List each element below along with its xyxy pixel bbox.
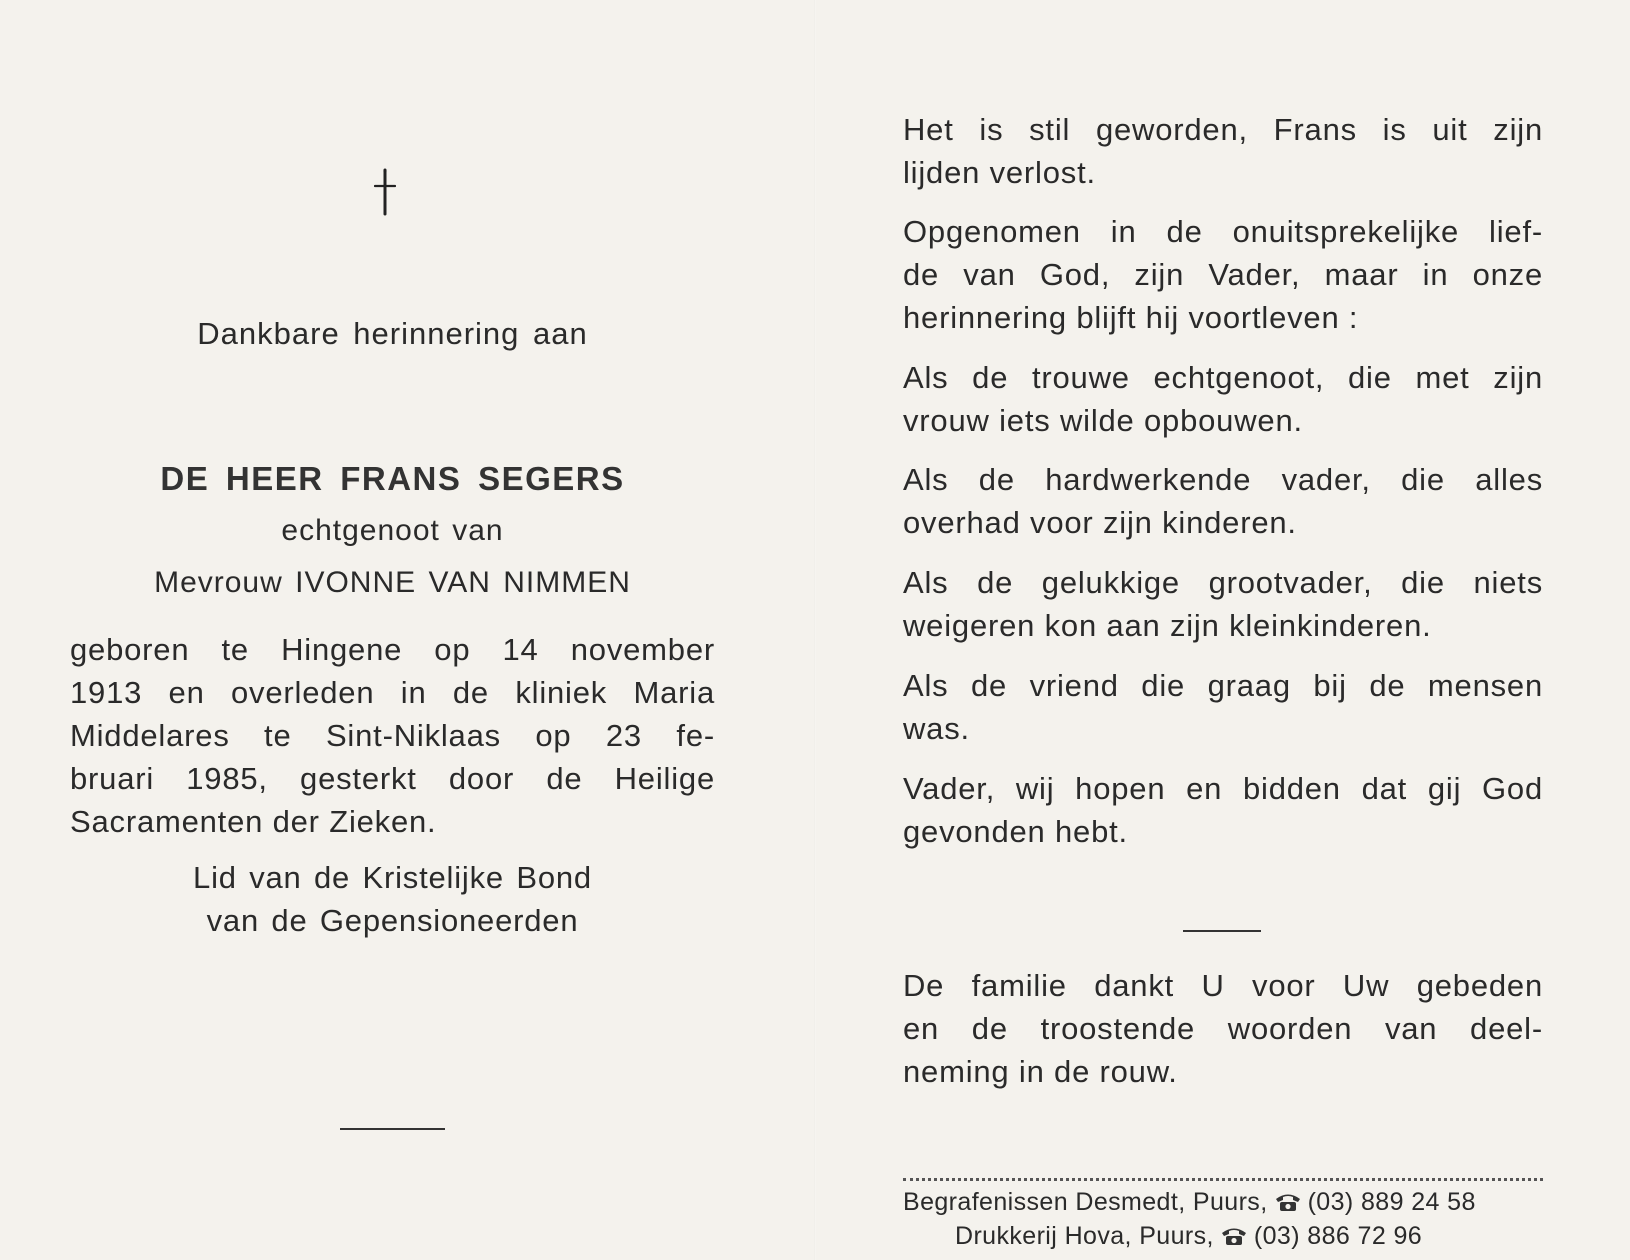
thanks-line: De familie dankt U voor Uw gebeden [903, 968, 1543, 1003]
fold-line [814, 0, 816, 1260]
thanks-line: neming in de rouw. [903, 1054, 1178, 1089]
dotted-separator [903, 1178, 1543, 1181]
divider-right [1183, 930, 1261, 932]
tribute-line: herinnering blijft hij voortleven : [903, 300, 1359, 335]
tribute-line: Als de vriend die graag bij de mensen [903, 668, 1543, 703]
tribute-line: Als de trouwe echtgenoot, die met zijn [903, 360, 1543, 395]
tribute-line: Het is stil geworden, Frans is uit zijn [903, 112, 1543, 147]
bio-line: Sacramenten der Zieken. [70, 804, 437, 839]
tribute-line: was. [903, 711, 970, 746]
cross-icon [374, 168, 396, 216]
phone-icon [1274, 1190, 1302, 1210]
right-panel [903, 0, 1543, 1260]
membership-line: Lid van de Kristelijke Bond [193, 860, 592, 895]
credit-phone: (03) 889 24 58 [1307, 1188, 1476, 1216]
credit-phone: (03) 886 72 96 [1253, 1222, 1423, 1250]
tribute-line: Als de hardwerkende vader, die alles [903, 462, 1543, 497]
tribute-line: Als de gelukkige grootvader, die niets [903, 565, 1543, 600]
bio-line: 1913 en overleden in de kliniek Maria [70, 675, 715, 710]
tribute-line: overhad voor zijn kinderen. [903, 505, 1297, 540]
credit-name: Drukkerij Hova, Puurs, [955, 1222, 1214, 1250]
tribute-line: Opgenomen in de onuitsprekelijke lief- [903, 214, 1543, 249]
bio-line: geboren te Hingene op 14 november [70, 632, 715, 667]
spouse-label: echtgenoot van [281, 514, 504, 547]
tribute-line: lijden verlost. [903, 155, 1096, 190]
tribute-line: Vader, wij hopen en bidden dat gij God [903, 771, 1543, 806]
bio-line: Middelares te Sint-Niklaas op 23 fe- [70, 718, 715, 753]
credit-name: Begrafenissen Desmedt, Puurs, [903, 1188, 1268, 1216]
tribute-line: gevonden hebt. [903, 814, 1128, 849]
deceased-name: DE HEER FRANS SEGERS [160, 460, 625, 497]
spouse-name: Mevrouw IVONNE VAN NIMMEN [154, 566, 631, 599]
divider-left [340, 1128, 445, 1130]
tribute-line: vrouw iets wilde opbouwen. [903, 403, 1303, 438]
credit-line [955, 1222, 1595, 1251]
bio-line: bruari 1985, gesterkt door de Heilige [70, 761, 715, 796]
intro-text: Dankbare herinnering aan [197, 316, 588, 351]
tribute-line: weigeren kon aan zijn kleinkinderen. [903, 608, 1432, 643]
thanks-line: en de troostende woorden van deel- [903, 1011, 1543, 1046]
left-panel [70, 0, 715, 1260]
credit-line [903, 1188, 1543, 1217]
phone-icon [1220, 1224, 1248, 1244]
tribute-line: de van God, zijn Vader, maar in onze [903, 257, 1543, 292]
membership-line: van de Gepensioneerden [206, 903, 579, 938]
